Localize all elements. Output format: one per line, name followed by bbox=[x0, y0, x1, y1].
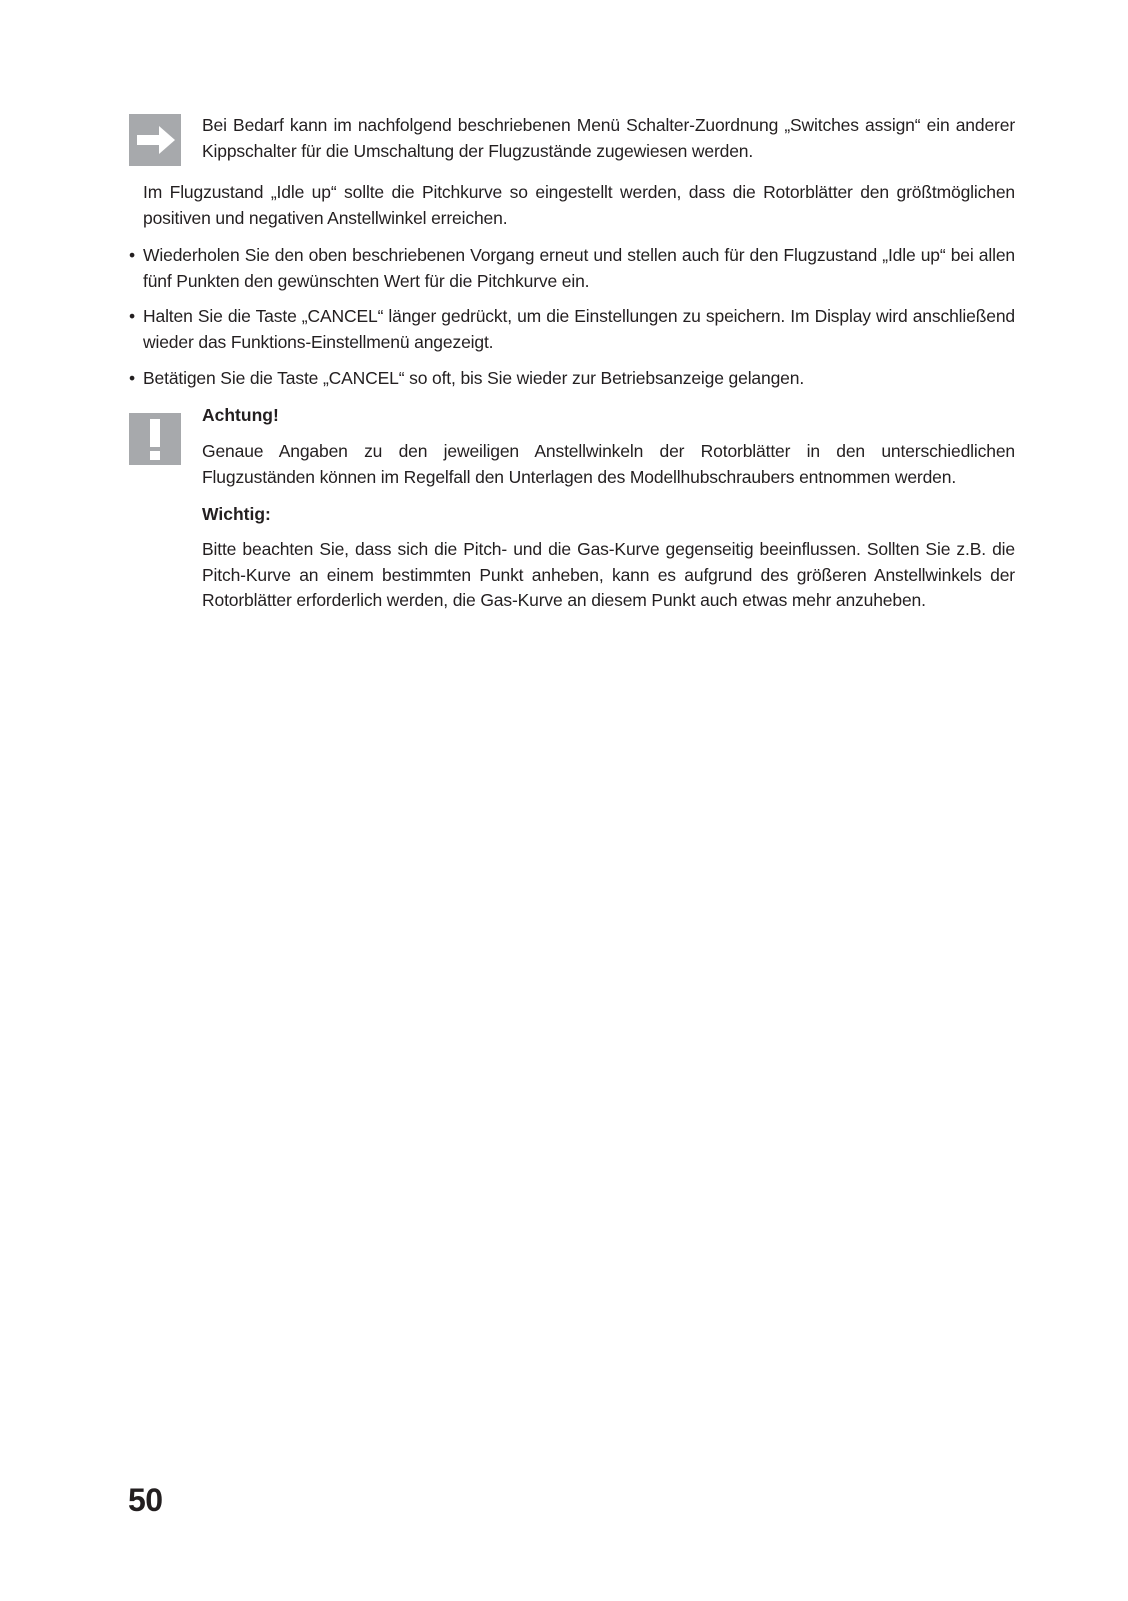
bullet-item: Wiederholen Sie den oben beschriebenen Vorgang erneut und stellen auch für den Flugzustand „Idle up“ bei allen fünf Punkten den gewünschten Wert für die Pitchkurve ein. bbox=[143, 245, 1015, 291]
exclamation-icon bbox=[129, 413, 181, 465]
warning-heading: Achtung! bbox=[202, 405, 279, 425]
important-text: Bitte beachten Sie, dass sich die Pitch- und die Gas-Kurve gegenseitig beeinflussen. Sollten Sie z.B. die Pitch-Kurve an einem bestimmten Punkt anheben, kann es aufgrund des größeren Anstellwinkels der Rotorblätter erforderlich werden, die Gas-Kurve an diesem Punkt auch etwas mehr anzuheben. bbox=[202, 539, 1015, 610]
bullet-item: Halten Sie die Taste „CANCEL“ länger gedrückt, um die Einstellungen zu speichern. Im Display wird anschließend wieder das Funktions-Einstellmenü angezeigt. bbox=[143, 306, 1015, 352]
important-heading: Wichtig: bbox=[202, 504, 271, 524]
bullet-marker: • bbox=[129, 368, 136, 388]
page-number: 50 bbox=[128, 1482, 163, 1518]
arrow-right-icon bbox=[129, 114, 181, 166]
intro-paragraph: Im Flugzustand „Idle up“ sollte die Pitchkurve so eingestellt werden, dass die Rotorblätter den größtmöglichen positiven und negativen Anstellwinkel erreichen. bbox=[143, 182, 1015, 228]
bullet-marker: • bbox=[129, 306, 136, 326]
warning-text: Genaue Angaben zu den jeweiligen Anstellwinkeln der Rotorblätter in den unterschiedlichen Flugzuständen können im Regelfall den Unterlagen des Modellhubschraubers entnommen werden. bbox=[202, 441, 1015, 487]
note-arrow-text: Bei Bedarf kann im nachfolgend beschriebenen Menü Schalter-Zuordnung „Switches assign“ ein anderer Kippschalter für die Umschaltung der Flugzustände zugewiesen werden. bbox=[202, 115, 1015, 161]
bullet-item: Betätigen Sie die Taste „CANCEL“ so oft, bis Sie wieder zur Betriebsanzeige gelangen. bbox=[143, 368, 805, 388]
bullet-marker: • bbox=[129, 245, 136, 265]
